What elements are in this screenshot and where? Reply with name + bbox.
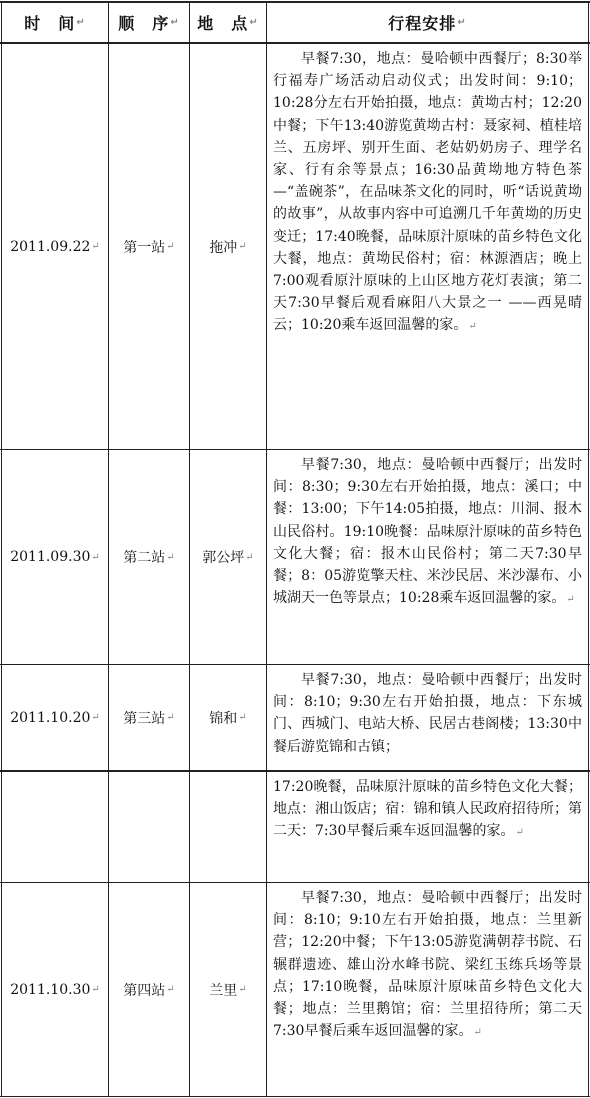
table-row-order: 第一站 ↵ bbox=[123, 239, 175, 256]
header-order: 顺 序 ↵ bbox=[118, 14, 180, 33]
table-row-schedule: 早餐7:30，地点：曼哈顿中西餐厅；出发时间：8:10；9:10左右开始拍摄，地点：兰里新营；12:20中餐；下午13:05游览满朝荐书院、石辗群遗迹、雄山汾水峰书院、梁红玉练兵场等景点；17:10晚餐，品味原汁原味苗乡特色文化大餐；地点：兰里鹅馆；宿：兰里招待所；第二天7:30早餐后乘车返回温馨的家。↵ bbox=[273, 890, 582, 1040]
table-row-order: 第三站 ↵ bbox=[123, 710, 175, 727]
header-schedule: 行程安排 ↵ bbox=[388, 14, 467, 33]
table-row-place: 锦和 ↵ bbox=[209, 710, 247, 727]
table-row-date: 2011.09.30 ↵ bbox=[10, 549, 100, 565]
table-border-bottom bbox=[0, 1096, 590, 1097]
table-row-schedule: 早餐7:30，地点：曼哈顿中西餐厅；8:30举行福寿广场活动启动仪式；出发时间：9:10；10:28分左右开始拍摄，地点：黄坳古村；12:20中餐；下午13:40游览黄坳古村：聂家祠、植桂培兰、五房坪、别开生面、老姑奶奶房子、理学名家、行有余等景点；16:30品黄坳地方特色茶 —“盖碗茶”，在品味茶文化的同时，听“话说黄坳的故事”，从故事内容中可追溯几千年黄坳的历史变迁；17:40晚餐，品味原汁原味的苗乡特色文化大餐，地点：黄坳民俗村；宿：林源酒店；晚上7:00观看原汁原味的上山区地方花灯表演；第二天7:30早餐后观看麻阳八大景之一 ——西晃晴云；10:20乘车返回温馨的家。↵ bbox=[273, 51, 582, 334]
header-place: 地 点 ↵ bbox=[197, 14, 259, 33]
table-row-place: 兰里 ↵ bbox=[209, 982, 247, 999]
table-border-right bbox=[588, 1, 589, 1097]
table-row-schedule: 早餐7:30，地点：曼哈顿中西餐厅；出发时间：8:30；9:30左右开始拍摄，地点：溪口；中餐：13:00；下午14:05拍摄，地点：川洞、报木山民俗村。19:10晚餐：品味原汁原味的苗乡特色文化大餐；宿：报木山民俗村；第二天7:30早餐；8：05游览擎天柱、米沙民居、米沙瀑布、小城湖天一色等景点；10:28乘车返回温馨的家。↵ bbox=[273, 457, 582, 607]
table-row-date: 2011.10.30 ↵ bbox=[10, 981, 100, 998]
table-row-place bbox=[190, 772, 266, 882]
table-row-date: 2011.09.22 ↵ bbox=[10, 238, 100, 255]
header-time: 时 间 ↵ bbox=[24, 14, 86, 33]
table-row-schedule: 早餐7:30，地点：曼哈顿中西餐厅；出发时间：8:10；9:30左右开始拍摄，地点：下东城门、西城门、电站大桥、民居古巷阁楼；13:30中餐后游览锦和古镇； bbox=[273, 672, 582, 755]
table-row-place: 郭公坪 ↵ bbox=[202, 550, 254, 566]
table-row-order: 第四站 ↵ bbox=[123, 982, 175, 999]
table-row-order bbox=[109, 772, 189, 882]
table-row-order: 第二站 ↵ bbox=[123, 550, 175, 566]
table-row-date: 2011.10.20 ↵ bbox=[10, 709, 100, 726]
table-row-place: 拖冲 ↵ bbox=[209, 239, 247, 256]
table-row-date bbox=[2, 772, 108, 882]
table-row-schedule: 17:20晚餐，品味原汁原味的苗乡特色文化大餐；地点：湘山饭店；宿：锦和镇人民政府招待所；第二天：7:30早餐后乘车返回温馨的家。↵ bbox=[273, 779, 582, 840]
